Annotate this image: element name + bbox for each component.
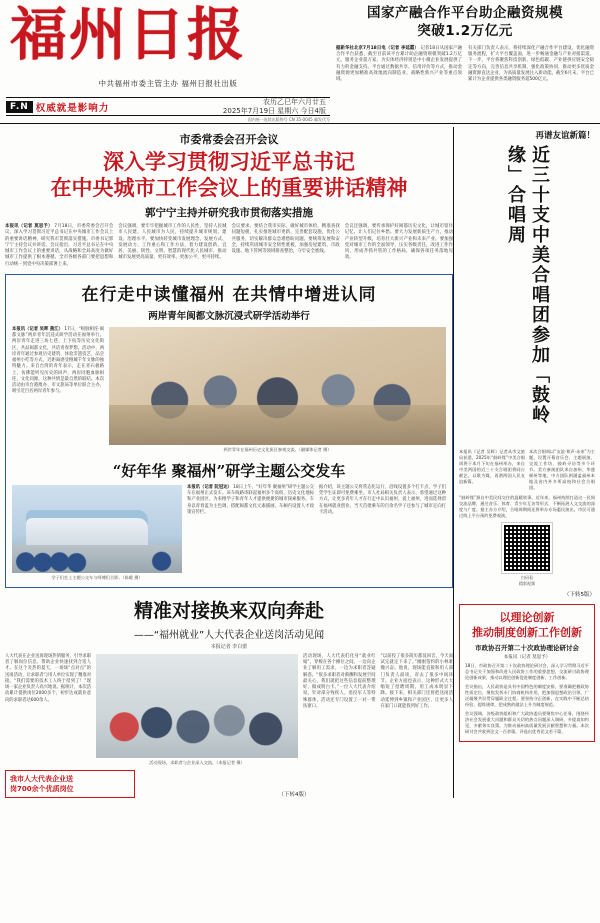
top-story-text-1: 记者18日从国家产融合作平台获悉，截至目前该平台累计助企融资规模突破1.2万亿元，服务企业超万家，为实体经济特别是中小微企业发展提供了有力的金融支持。平台通过数据共享、信用评价等方式，推动金融资源更加精准高效地流向制造业、战略性新兴产业等重点领域。 xyxy=(336,46,462,83)
page-body xyxy=(0,127,600,798)
feature1-photo-wrap xyxy=(109,327,446,453)
right-col-3: “鼓岭缘”源自中美民间交往的温暖故事。近年来，福州持续打造这一民间交流品牌，通过音乐、体育、青少年互访等形式，不断拓展人文交流的深度与广度。据主办方介绍，合唱周期间还将举办专场惠民演出，市民可通过线上平台预约免费观演。 xyxy=(459,495,595,518)
right-box-para-1: 18日，市政协召开第二十次政协理论研讨会，深入学习贯彻习近平总书记关于加强和改进人民政协工作的重要思想，交流研讨政协理论创新成果，推动以理论创新促进制度创新、工作创新。 xyxy=(465,663,589,680)
top-story-headline-line2: 突破1.2万亿元 xyxy=(417,23,513,39)
right-col-1: 本报讯（记者 吴晖）记者从市文旅局获悉，2025年“鼓岭缘”中美合唱周将于本月下旬在福州举办，来自中美两国的近三十支合唱团将同台献艺，以歌为媒，再谱两国人民友谊新篇。 xyxy=(459,449,525,484)
lead-headline-line1: 深入学习贯彻习近平总书记 xyxy=(103,149,355,174)
masthead-divider xyxy=(0,123,600,124)
feature1-cols2 xyxy=(187,485,446,581)
feature2-row xyxy=(5,654,453,766)
feature2-title: 精准对接换来双向奔赴 xyxy=(133,600,324,623)
right-boxed-story xyxy=(459,604,595,742)
top-story-lead-1: 据新华社北京7月18日电（记者 李延霞） xyxy=(336,46,419,51)
feature1-byline2: 本报讯（记者 阮冠达） xyxy=(187,485,232,491)
lead-text-1: 7月18日，市委常委会召开会议，深入学习贯彻习近平总书记在中央城市工作会议上的重要讲话精神，研究我市贯彻落实措施。市委书记郭宁宁主持会议并讲话。会议指出，习近平总书记在中央城市工作会议上的重要讲话，从战略和全局高度为做好城市工作提供了根本遵循。全市各级各部门要把思想和行动统一到党中央决策部署上来。 xyxy=(5,224,114,267)
lead-kicker: 市委常委会召开会议 xyxy=(179,133,279,146)
masthead-left xyxy=(0,0,330,120)
right-col-2: 本次合唱周以“友谊·和声·未来”为主题，设置开幕音乐会、主题展演、交流工作坊、鼓岭寻访等多个环节。美方参演团队来自加州、华盛顿州等地，中方团队则涵盖福州本地及省内外多所高校和社会合唱团。 xyxy=(529,449,595,490)
qr-caption xyxy=(459,575,595,587)
feature1-row xyxy=(12,327,446,453)
top-story-headline xyxy=(336,4,594,40)
right-body-2 xyxy=(459,495,595,519)
feature2-col-3: “以前投了很多简历都没回音，今天面试完就定下来了。”刚刚签约的小林难掩兴奋。他说，现场能直接和用人部门负责人面谈，省去了很多中间环节。企业方面也表示，这种形式大大缩短了招聘周期，用工成本明显下降。接下来，相关部门还将把送岗活动延伸到乡镇和产业园区，让更多人在家门口就能找到好工作。 xyxy=(380,654,453,709)
feature2-photo xyxy=(96,654,298,758)
qr-caption-line1: 扫码看 xyxy=(521,575,533,580)
lead-headline xyxy=(5,149,453,201)
main-column xyxy=(5,127,453,798)
highlight-box xyxy=(5,770,135,798)
top-story-headline-line1: 国家产融合作平台助企融资规模 xyxy=(367,5,563,21)
masthead-subline: 中共福州市委主管主办 福州日报社出版 xyxy=(98,79,238,88)
feature2-cols-right xyxy=(303,654,453,766)
top-story-col-1 xyxy=(336,46,462,83)
right-box-title xyxy=(465,610,589,640)
highlight-line1: 我市人大代表企业送 xyxy=(10,775,73,784)
right-column xyxy=(453,127,595,798)
issue-date-small: 农历乙巳年六月廿五 xyxy=(263,97,326,106)
masthead xyxy=(0,0,600,120)
feature1-photo xyxy=(109,327,446,445)
top-story-text-2: 有关部门负责人表示，将持续深化产融合作平台建设，优化融资服务流程，扩大平台覆盖面，进一步畅通金融与产业对接渠道。下一步，平台将聚焦科技创新、绿色低碳、产业链供应链安全稳定等方向，完善信息共享机制，强化政策协同，推动更多优质金融资源直达企业，为高质量发展注入新动能。截至6月末，平台已累计为企业提供各类融资服务超500亿元。 xyxy=(468,46,594,83)
feature2-subtitle: ——“福州就业”人大代表企业送岗活动见闻 xyxy=(133,630,325,642)
feature-box xyxy=(5,274,453,588)
feature2-photo-wrap xyxy=(96,654,298,766)
feature1-col2-2: 据介绍，该主题公交将常态化运行，沿线设置多个打卡点，学子们凭学生证即可免费乘坐。市人社局相关负责人表示，希望通过这种方式，让更多青年人才在行走中认识福州、爱上福州，进而选择留在福州就业创业。当天首批乘车的百余名学子还参与了城市定向打卡活动。 xyxy=(319,485,446,515)
feature1-col2-1 xyxy=(187,485,314,581)
right-kicker: 再谱友谊新篇！ xyxy=(535,131,595,141)
masthead-bar xyxy=(6,97,330,116)
lead-body xyxy=(5,224,453,268)
lead-col-2: 会议强调，要牢牢把握城市工作的人民性，坚持人民城市人民建、人民城市为人民，持续提升城市规划、建设、治理水平。要加快转变城市发展理念、发展方式、发展动力、工作重心和工作方法，着力建设创新、宜居、美丽、韧性、文明、智慧的现代化人民城市，推动城市发展更高质量、更有效率、更加公平、更可持续。 xyxy=(118,224,227,261)
feature1-title2: “好年华 聚福州”研学主题公交发车 xyxy=(112,462,346,481)
feature2-jump[interactable]: （下转4版） xyxy=(278,792,310,799)
right-box-subtitle: 市政协召开第二十次政协理论研讨会 xyxy=(475,644,579,652)
issue-date: 2025年7月19日 星期六 今日4版 xyxy=(222,106,326,115)
issue-info xyxy=(223,98,330,116)
lead-col-4: 会议还强调，要传承保护好闽都历史文化，让城市留住记忆、让人们记住乡愁。要大力发展新质生产力，推动产业转型升级，培育壮大新兴产业和未来产业。要加强党对城市工作的全面领导，压实各级责任，改进工作作风，形成齐抓共管的工作格局，确保各项任务落地见效。 xyxy=(344,224,453,261)
lead-subhead: 郭宁宁主持并研究我市贯彻落实措施 xyxy=(145,207,313,219)
feature2-col-1: 人大代表在企业送岗现场热情服务，引导求职者了解岗位信息，帮助企业快速找到合适人才。在这个炎热的夏天，一场场“点对点”的送岗活动，让求职者与用人单位实现了精准对接。“我们需要的技术工人终于招到了！”现场一家企业负责人高兴地说。据统计，本次活动累计提供岗位2000多个，初步达成就业意向的求职者达600余人。 xyxy=(5,654,91,703)
right-box-title-line1: 以理论创新 xyxy=(499,611,555,624)
qr-code[interactable] xyxy=(502,523,552,573)
feature1-photo2-wrap xyxy=(12,485,182,581)
feature1-photo2 xyxy=(12,485,182,573)
top-story-body xyxy=(336,46,594,83)
qr-caption-line2: 精彩视频 xyxy=(519,581,535,586)
feature1-row2 xyxy=(12,485,446,581)
lead-headline-line2: 在中央城市工作会议上的重要讲话精神 xyxy=(50,175,408,200)
highlight-line2: 岗700余个优质岗位 xyxy=(10,785,74,794)
feature2-byline: 本报记者 李白蕾 xyxy=(210,644,248,651)
right-vertical-headline: 近三十支中美合唱团参加「鼓岭缘」合唱周 xyxy=(505,145,550,425)
lead-col-1 xyxy=(5,224,113,268)
feature2-col-2: 活动现场，人大代表们化身“就业红娘”，穿梭在各个摊位之间，一边向企业了解用工需求，一边为求职者答疑解惑。“很多求职者对薪酬和发展空间最关心，我们就把这些信息提前整理好，做成明白卡。”一位人大代表介绍说。针对部分残疾人、退役军人等特殊群体，活动还专门设置了一对一帮扶窗口。 xyxy=(303,654,376,709)
newspaper-logo: 福州日报 xyxy=(10,1,246,68)
right-box-para-3: 会议强调，各级政协组织和广大政协委员要聚焦中心任务，围绕经济社会发展重大问题和群众关切的热点问题深入调研，多提真知灼见，多献务实良策，为推动福州高质量发展贡献智慧和力量。本次研讨会共收到论文一百余篇，评选出优秀论文若干篇。 xyxy=(465,711,589,734)
feature1-col2-1-text: 18日上午，“好年华 聚福州”研学主题公交车在福州正式发车。该车线路串联起福州多个高校、历史文化地标和产业园区，为来榕学子和青年人才提供便捷的城市探索服务。车身以青春蓝为主色调，搭配闽都文化元素插画，车厢内设置人才政策宣传栏。 xyxy=(187,485,314,515)
right-box-byline: 本报讯（记者 莫思予） xyxy=(503,655,551,660)
slogan: 权威就是影响力 xyxy=(35,102,110,114)
top-story-col-2 xyxy=(468,46,594,83)
feature1-title: 在行走中读懂福州 在共情中增进认同 xyxy=(81,285,377,306)
feature1-caption: 两岸青年在福州历史文化街区参观交流。（融媒体记者 摄） xyxy=(223,447,332,453)
masthead-right xyxy=(330,0,600,120)
feature1-text xyxy=(12,327,104,453)
feature1-byline: 本报讯（记者 吴晖 燕江） xyxy=(12,327,63,333)
right-jump[interactable]: （下转5版） xyxy=(564,592,595,598)
right-box-title-line2: 推动制度创新工作创新 xyxy=(472,626,582,639)
right-body xyxy=(459,449,595,491)
feature2-caption: 活动现场，求职者与企业深入交流。（本报记者 摄） xyxy=(149,760,245,766)
lead-byline: 本报讯（记者 莫思予） xyxy=(5,224,53,229)
right-box-para-2: 会议指出，人民政协是具有中国特色的制度安排，要准确把握政协性质定位，聚焦发挥专门协商机构作用，把加强思想政治引领、广泛凝聚共识贯穿履职全过程。要坚持守正创新，在实践中不断总结经验、提炼规律，把成熟的做法上升为制度规范。 xyxy=(465,684,589,707)
publication-number: 国内统一连续出版物号 CN 35-0045 邮发代号 xyxy=(247,117,330,122)
feature1-body: 17日，“根脉相连·闽都文脉”两岸青年沉浸式研学活动在福州举行。两岸青年走进三坊七巷、上下杭等历史文化街区，共品闽都文化，共话青春梦想。活动中，两岸青年通过参观历史建筑、体验非遗技艺、品尝福州小吃等方式，近距离感受榕城千年文脉的独特魅力。来自台湾的青年表示，走在青石板路上，仿佛能听见历史的回声，两岸同胞血脉相连、文化同源，这种共情是最自然的联结。本次活动由市台港澳办、市文旅局等单位联合主办，吸引近百名两岸青年参与。 xyxy=(12,327,104,395)
feature1-caption2: 学子们坐上主题公交车与师傅们合影。（陈暖 摄） xyxy=(51,575,143,581)
feature1-subtitle: 两岸青年闽都文脉沉浸式研学活动举行 xyxy=(148,311,310,323)
fn-badge: F.N xyxy=(6,101,33,113)
lead-col-3: 会议要求，要结合我市实际，做好城市体检，精准查找问题短板，扎实推进城市更新，完善配套设施，优化公共服务，切实解决群众急难愁盼问题。要统筹发展和安全，持续巩固城市安全韧性底板，加强房屋建筑、市政设施、地下管网等领域排查整治，守牢安全底线。 xyxy=(231,224,340,255)
